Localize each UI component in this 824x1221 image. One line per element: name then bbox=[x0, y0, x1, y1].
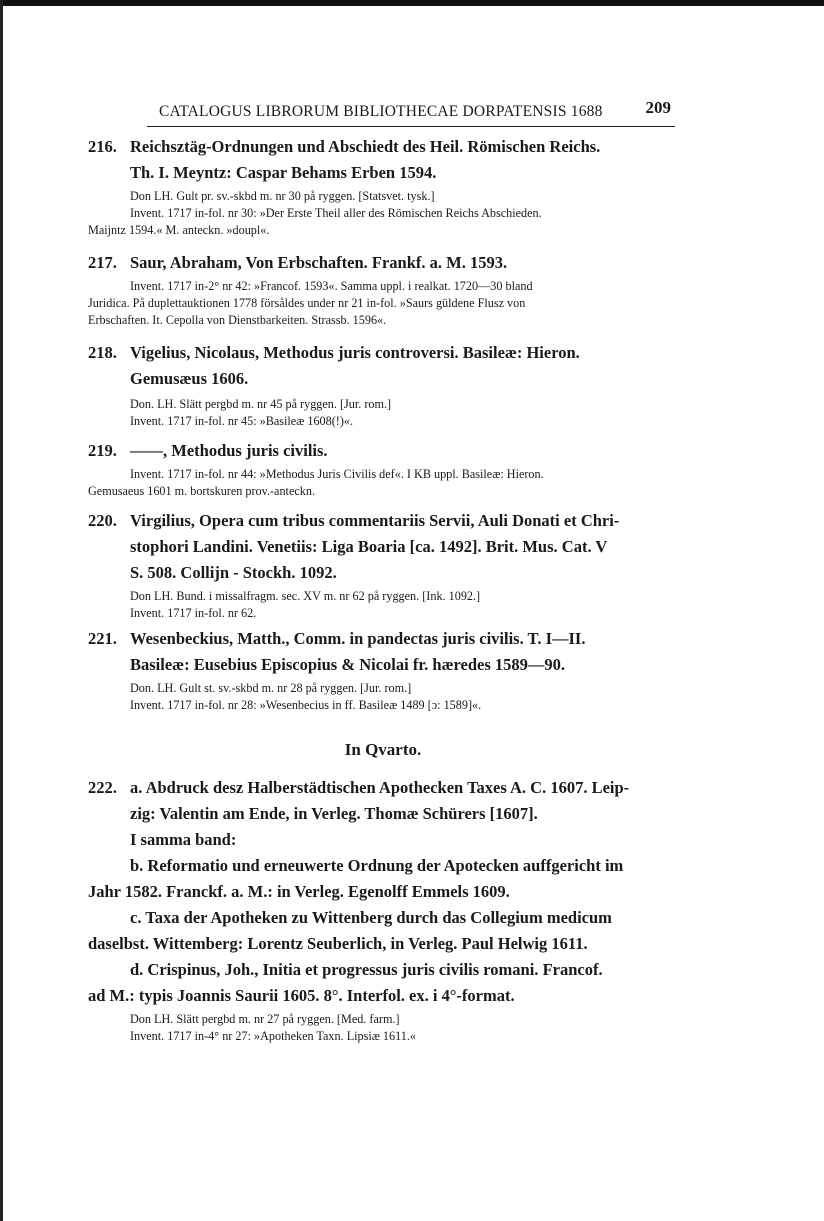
entry-line-c: c. Taxa der Apotheken zu Wittenberg durch das Collegium medicum bbox=[130, 908, 612, 927]
entry-note: Juridica. På duplettauktionen 1778 försåldes under nr 21 in-fol. »Saurs güldene Flusz von bbox=[88, 296, 526, 310]
page-number: 209 bbox=[645, 98, 671, 117]
entry-note: Gemusaeus 1601 m. bortskuren prov.-anteckn. bbox=[88, 484, 315, 498]
entry-line: ad M.: typis Joannis Saurii 1605. 8°. Interfol. ex. i 4°-format. bbox=[88, 986, 515, 1005]
entry-222 bbox=[88, 775, 678, 1045]
entry-number: 220. bbox=[88, 511, 117, 530]
entry-note: Invent. 1717 in-4° nr 27: »Apotheken Taxn. Lipsiæ 1611.« bbox=[130, 1029, 416, 1043]
entry-line bbox=[88, 134, 678, 160]
entry-line: Gemusæus 1606. bbox=[130, 369, 249, 388]
entry-note: Don. LH. Slätt pergbd m. nr 45 på ryggen. [Jur. rom.] bbox=[130, 397, 392, 411]
entry-note: Erbschaften. It. Cepolla von Dienstbarkeiten. Strassb. 1596«. bbox=[88, 313, 387, 327]
entry-note: Invent. 1717 in-fol. nr 45: »Basileæ 1608(!)«. bbox=[130, 414, 354, 428]
entry-line-d: d. Crispinus, Joh., Initia et progressus juris civilis romani. Francof. bbox=[130, 960, 603, 979]
entry-line-a: a. Abdruck desz Halberstädtischen Apothecken Taxes A. C. 1607. Leip- bbox=[130, 778, 630, 797]
entry-title: ——, Methodus juris civilis. bbox=[130, 441, 328, 460]
entry-number: 219. bbox=[88, 441, 117, 460]
scan-border-left bbox=[0, 0, 3, 1221]
entry-line: Th. I. Meyntz: Caspar Behams Erben 1594. bbox=[130, 163, 437, 182]
page-header bbox=[147, 96, 675, 127]
entry-note: Maijntz 1594.« M. anteckn. »doupl«. bbox=[88, 223, 270, 237]
entry-line: zig: Valentin am Ende, in Verleg. Thomæ Schürers [1607]. bbox=[130, 804, 538, 823]
header-title: CATALOGUS LIBRORUM BIBLIOTHECAE DORPATENSIS 1688 bbox=[159, 103, 603, 120]
entry-line: daselbst. Wittemberg: Lorentz Seuberlich, in Verleg. Paul Helwig 1611. bbox=[88, 934, 588, 953]
entry-note: Invent. 1717 in-fol. nr 62. bbox=[130, 606, 257, 620]
entry-note: Invent. 1717 in-fol. nr 44: »Methodus Juris Civilis def«. I KB uppl. Basileæ: Hieron. bbox=[130, 467, 544, 481]
entry-title: Wesenbeckius, Matth., Comm. in pandectas juris civilis. T. I—II. bbox=[130, 629, 586, 648]
entry-line: stophori Landini. Venetiis: Liga Boaria [ca. 1492]. Brit. Mus. Cat. V bbox=[130, 537, 608, 556]
entry-title: Saur, Abraham, Von Erbschaften. Frankf. a. M. 1593. bbox=[130, 253, 508, 272]
entry-line: I samma band: bbox=[130, 830, 237, 849]
entry-note: Don LH. Gult pr. sv.-skbd m. nr 30 på ryggen. [Statsvet. tysk.] bbox=[130, 189, 435, 203]
entry-number: 218. bbox=[88, 343, 117, 362]
entry-note: Don LH. Bund. i missalfragm. sec. XV m. nr 62 på ryggen. [Ink. 1092.] bbox=[130, 589, 481, 603]
entry-219 bbox=[88, 438, 678, 500]
entry-number: 221. bbox=[88, 629, 117, 648]
section-title: In Qvarto. bbox=[344, 740, 422, 759]
entry-note: Invent. 1717 in-fol. nr 30: »Der Erste Theil aller des Römischen Reichs Abschieden. bbox=[130, 206, 542, 220]
entry-title: Vigelius, Nicolaus, Methodus juris controversi. Basileæ: Hieron. bbox=[130, 343, 580, 362]
entry-number: 217. bbox=[88, 253, 117, 272]
entry-note: Don. LH. Gult st. sv.-skbd m. nr 28 på ryggen. [Jur. rom.] bbox=[130, 681, 412, 695]
entry-number: 216. bbox=[88, 137, 117, 156]
entry-line: Jahr 1582. Franckf. a. M.: in Verleg. Egenolff Emmels 1609. bbox=[88, 882, 510, 901]
entry-221 bbox=[88, 626, 678, 714]
entry-220 bbox=[88, 508, 678, 622]
entry-note: Invent. 1717 in-fol. nr 28: »Wesenbecius in ff. Basileæ 1489 [ɔ: 1589]«. bbox=[130, 698, 482, 712]
entry-line: S. 508. Collijn - Stockh. 1092. bbox=[130, 563, 337, 582]
entry-note: Invent. 1717 in-2° nr 42: »Francof. 1593«. Samma uppl. i realkat. 1720—30 bland bbox=[130, 279, 533, 293]
scan-border-top bbox=[0, 0, 824, 6]
entry-217 bbox=[88, 250, 678, 329]
entry-number: 222. bbox=[88, 778, 117, 797]
entry-216 bbox=[88, 134, 678, 239]
entry-line-b: b. Reformatio und erneuwerte Ordnung der Apotecken auffgericht im bbox=[130, 856, 624, 875]
entry-title: Reichsztäg-Ordnungen und Abschiedt des Heil. Römischen Reichs. bbox=[130, 137, 601, 156]
entry-title: Virgilius, Opera cum tribus commentariis Servii, Auli Donati et Chri- bbox=[130, 511, 620, 530]
entry-note: Don LH. Slätt pergbd m. nr 27 på ryggen. [Med. farm.] bbox=[130, 1012, 400, 1026]
entry-218 bbox=[88, 340, 678, 430]
entry-line: Basileæ: Eusebius Episcopius & Nicolai fr. hæredes 1589—90. bbox=[130, 655, 566, 674]
